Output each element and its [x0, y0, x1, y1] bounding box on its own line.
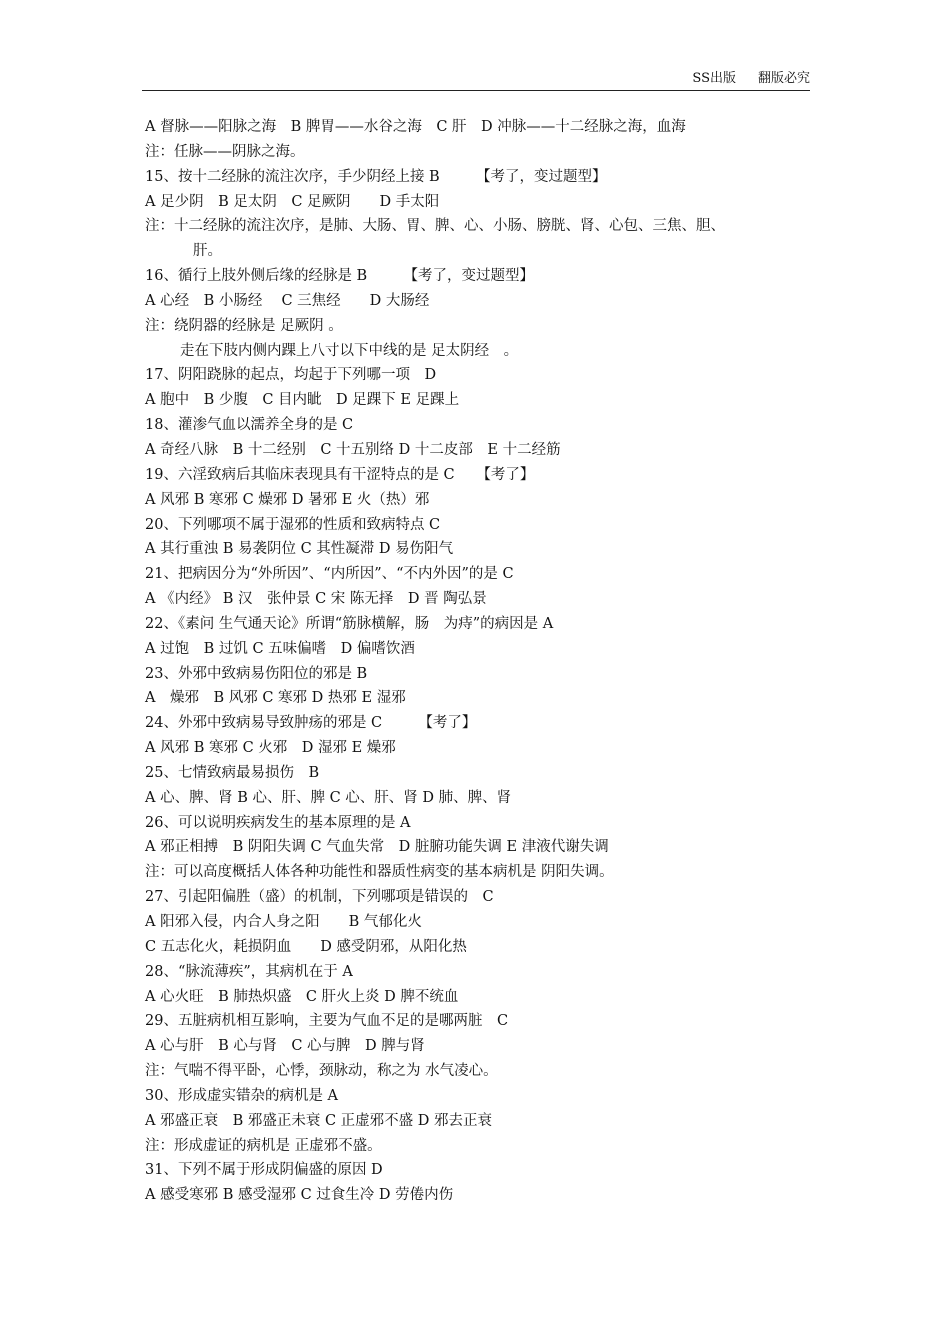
options-line: A 心火旺 B 肺热炽盛 C 肝火上炎 D 脾不统血 [145, 988, 459, 1005]
page-header [142, 70, 810, 91]
question-line: 29、五脏病机相互影响，主要为气血不足的是哪两脏 C [145, 1013, 509, 1030]
question-line: 19、六淫致病后其临床表现具有干涩特点的是 C 【考了】 [145, 466, 535, 483]
question-line: 21、把病因分为“外所因”、“内所因”、“不内外因”的是 C [145, 566, 514, 583]
question-line: 15、按十二经脉的流注次序，手少阴经上接 B 【考了，变过题型】 [145, 168, 607, 185]
options-line: A 燥邪 B 风邪 C 寒邪 D 热邪 E 湿邪 [145, 690, 406, 707]
note-line: 注：绕阴器的经脉是 足厥阴 。 [145, 317, 343, 334]
question-line: 25、七情致病最易损伤 B [145, 764, 320, 781]
question-line: 28、“脉流薄疾”，其病机在于 A [145, 963, 353, 980]
question-line: 30、形成虚实错杂的病机是 A [145, 1087, 339, 1104]
note-line: 注：任脉——阴脉之海。 [145, 143, 305, 160]
options-line: A 心与肝 B 心与肾 C 心与脾 D 脾与肾 [145, 1038, 425, 1055]
options-line: A 风邪 B 寒邪 C 火邪 D 湿邪 E 燥邪 [145, 740, 396, 757]
options-line: A 邪正相搏 B 阴阳失调 C 气血失常 D 脏腑功能失调 E 津液代谢失调 [145, 839, 609, 856]
question-line: 22、《素问 生气通天论》所谓“筋脉横解，肠 为痔”的病因是 A [145, 615, 554, 632]
note-line: 注：形成虚证的病机是 正虚邪不盛。 [145, 1137, 382, 1154]
options-line: A 阳邪入侵，内合人身之阳 B 气郁化火 [145, 914, 422, 930]
note-continuation: 肝。 [193, 243, 222, 260]
question-line: 24、外邪中致病易导致肿疡的邪是 C 【考了】 [145, 715, 477, 732]
options-line: A 心、脾、肾 B 心、肝、脾 C 心、肝、肾 D 肺、脾、肾 [145, 789, 512, 806]
options-line: A 过饱 B 过饥 C 五味偏嗜 D 偏嗜饮酒 [145, 640, 415, 657]
question-line: 26、可以说明疾病发生的基本原理的是 A [145, 814, 411, 831]
options-line: A 《内经》 B 汉 张仲景 C 宋 陈无择 D 晋 陶弘景 [145, 591, 487, 608]
text-line: A 督脉——阳脉之海 B 脾胃——水谷之海 C 肝 D 冲脉——十二经脉之海，血海 [145, 119, 686, 135]
note-line: 注：气喘不得平卧，心悸，颈脉动，称之为 水气凌心。 [145, 1063, 498, 1080]
options-line: C 五志化火，耗损阴血 D 感受阴邪，从阳化热 [145, 938, 467, 955]
note-continuation: 走在下肢内侧内踝上八寸以下中线的是 足太阴经 。 [180, 342, 519, 359]
question-line: 23、外邪中致病易伤阳位的邪是 B [145, 665, 368, 682]
options-line: A 其行重浊 B 易袭阴位 C 其性凝滞 D 易伤阳气 [145, 541, 454, 558]
header-text [692, 70, 810, 88]
question-line: 17、阴阳跷脉的起点，均起于下列哪一项 D [145, 367, 437, 384]
question-line: 16、循行上肢外侧后缘的经脉是 B 【考了，变过题型】 [145, 268, 534, 285]
question-line: 20、下列哪项不属于湿邪的性质和致病特点 C [145, 516, 441, 533]
options-line: A 奇经八脉 B 十二经别 C 十五别络 D 十二皮部 E 十二经筋 [145, 441, 561, 458]
options-line: A 邪盛正衰 B 邪盛正未衰 C 正虚邪不盛 D 邪去正衰 [145, 1112, 492, 1129]
document-body [145, 115, 813, 1208]
copyright-label: 翻版必究 [757, 71, 810, 86]
question-line: 18、灌渗气血以濡养全身的是 C [145, 417, 354, 434]
note-line: 注：十二经脉的流注次序，是肺、大肠、胃、脾、心、小肠、膀胱、肾、心包、三焦、胆、 [145, 218, 725, 235]
publisher-label: SS出版 [692, 71, 736, 86]
question-line: 31、下列不属于形成阴偏盛的原因 D [145, 1162, 383, 1179]
options-line: A 心经 B 小肠经 C 三焦经 D 大肠经 [145, 292, 430, 309]
options-line: A 足少阴 B 足太阴 C 足厥阴 D 手太阳 [145, 193, 440, 210]
options-line: A 风邪 B 寒邪 C 燥邪 D 暑邪 E 火（热）邪 [145, 491, 430, 508]
options-line: A 胞中 B 少腹 C 目内眦 D 足踝下 E 足踝上 [145, 392, 460, 409]
question-line: 27、引起阳偏胜（盛）的机制，下列哪项是错误的 C [145, 889, 494, 906]
note-line: 注：可以高度概括人体各种功能性和器质性病变的基本病机是 阴阳失调。 [145, 864, 614, 881]
options-line: A 感受寒邪 B 感受湿邪 C 过食生冷 D 劳倦内伤 [145, 1187, 454, 1204]
